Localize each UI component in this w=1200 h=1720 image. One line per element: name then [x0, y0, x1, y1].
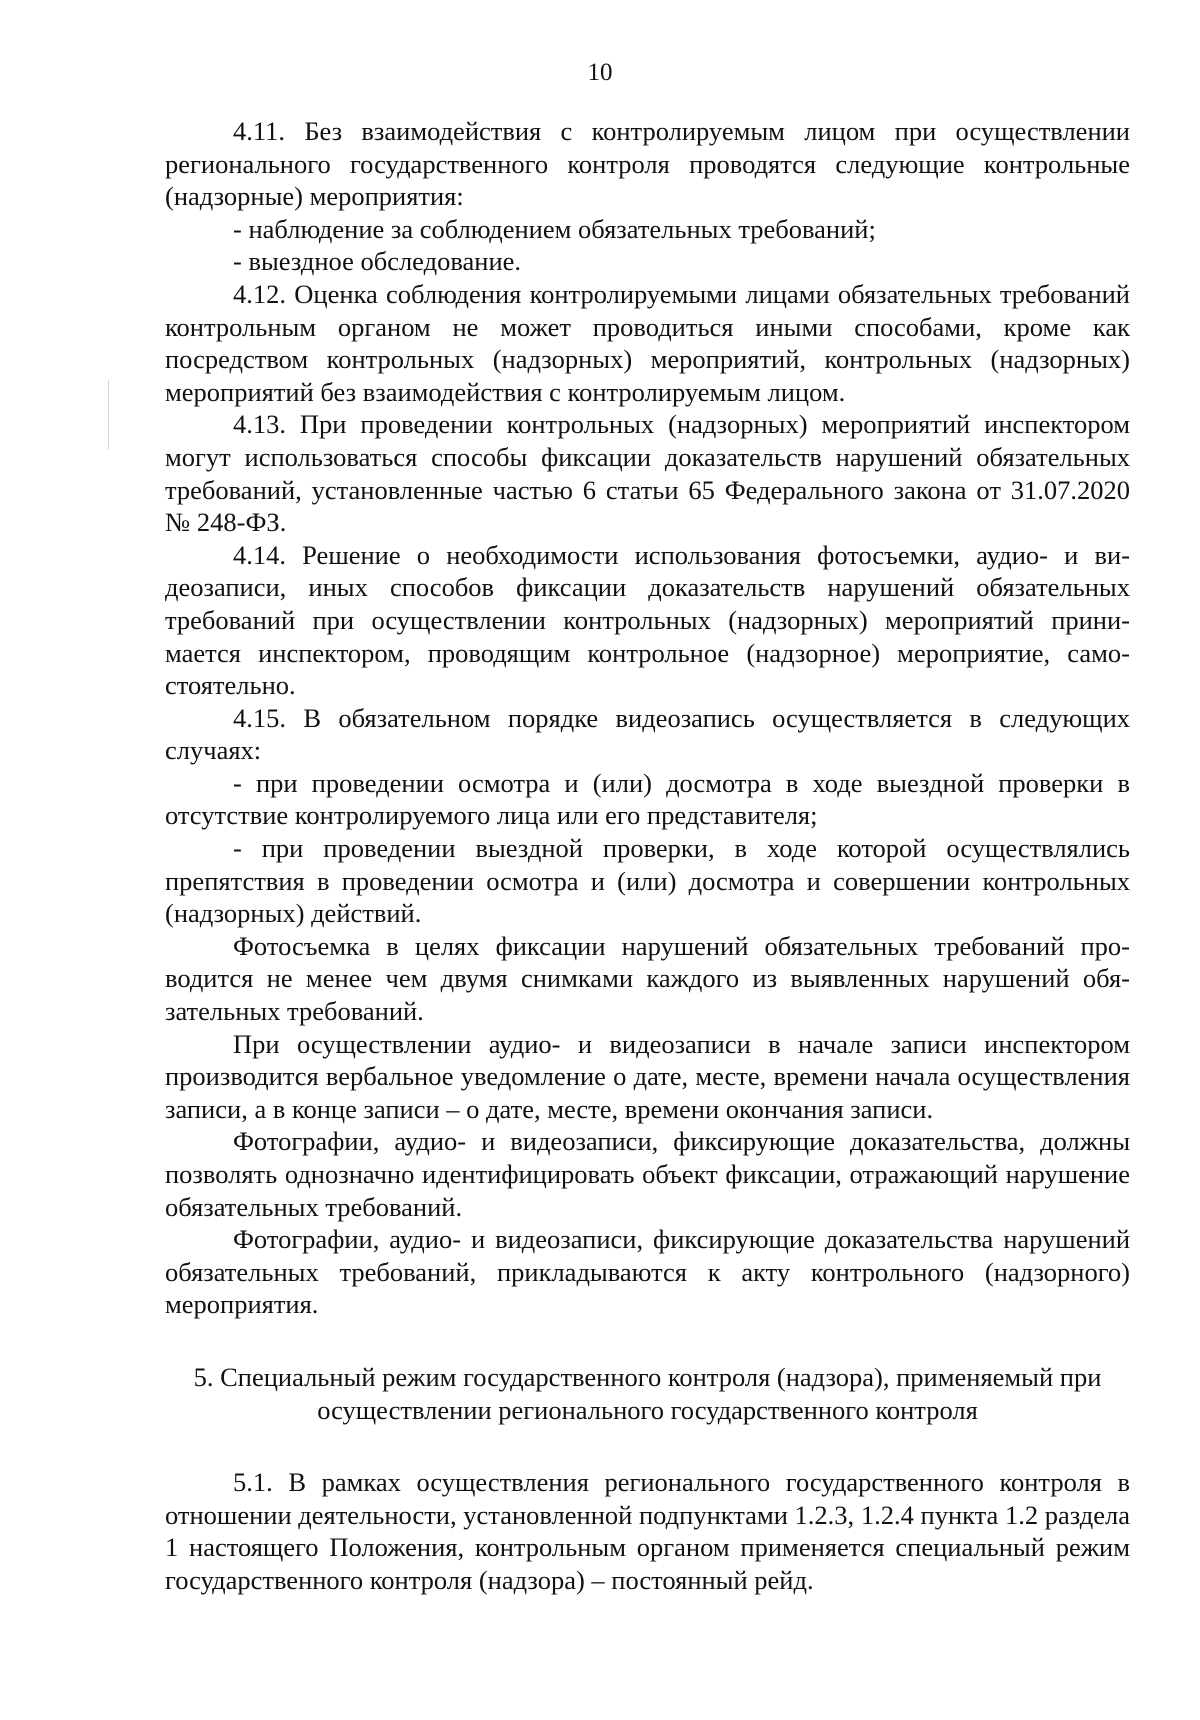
- paragraph-audio-video-notice: При осуществлении аудио- и видеозаписи в начале записи инспектором производится вербальное уведомление о дате, месте, времени начала осуществления записи, а в конце записи – о дате, месте, времени окончания записи.: [165, 1028, 1130, 1124]
- paragraph-4-14: 4.14. Решение о необходимости использования фотосъемки, аудио- и видеозаписи, иных способов фиксации доказательств нарушений обязательных требований при осуществлении контрольных (надзорных) мероприятий принимается инспектором, проводящим контрольное (надзорное) мероприятие, самостоятельно.: [165, 539, 1130, 701]
- paragraph-photo-shooting: Фотосъемка в целях фиксации нарушений обязательных требований проводится не менее чем двумя снимками каждого из выявленных нарушений обязательных требований.: [165, 930, 1130, 1027]
- paragraph-photo-identification: Фотографии, аудио- и видеозаписи, фиксирующие доказательства, должны позволять однозначно идентифицировать объект фиксации, отражающий нарушение обязательных требований.: [165, 1126, 1130, 1222]
- paragraph-4-12: 4.12. Оценка соблюдения контролируемыми лицами обязательных требований контрольным органом не может проводиться иными способами, кроме как посредством контрольных (надзорных) мероприятий, контрольных (надзорных) мероприятий без взаимодействия с контролируемым лицом.: [165, 278, 1130, 407]
- scan-margin-mark: [108, 380, 109, 450]
- list-item-inspection-absence: - при проведении осмотра и (или) досмотра в ходе выездной проверки в отсутствие контролируемого лица или его представителя;: [165, 767, 1130, 831]
- list-item-obstruction: - при проведении выездной проверки, в ходе которой осуществлялись препятствия в проведении осмотра и (или) досмотра и совершении контрольных (надзорных) действий.: [165, 833, 1130, 929]
- paragraph-4-15: 4.15. В обязательном порядке видеозапись осуществляется в следующих случаях:: [165, 702, 1130, 766]
- document-body: [165, 115, 1130, 1597]
- paragraph-4-11: 4.11. Без взаимодействия с контролируемым лицом при осуществлении регионального государственного контроля проводятся следующие контрольные (надзорные) мероприятия:: [165, 116, 1130, 212]
- paragraph-photo-attachment: Фотографии, аудио- и видеозаписи, фиксирующие доказательства нарушений обязательных требований, прикладываются к акту контрольного (надзорного) мероприятия.: [165, 1224, 1130, 1320]
- list-item-observation: - наблюдение за соблюдением обязательных требований;: [233, 213, 876, 244]
- section-5-heading: 5. Специальный режим государственного контроля (надзора), применяемый при осуществлении регионального государственного контроля: [193, 1361, 1102, 1425]
- paragraph-5-1: 5.1. В рамках осуществления регионального государственного контроля в отношении деятельности, установленной подпунктами 1.2.3, 1.2.4 пункта 1.2 раздела 1 настоящего Положения, контрольным органом применяется специальный режим государственного контроля (надзора) – постоянный рейд.: [165, 1467, 1130, 1595]
- page-number: 10: [587, 59, 613, 86]
- paragraph-4-13: 4.13. При проведении контрольных (надзорных) мероприятий инспектором могут использоваться способы фиксации доказательств нарушений обязательных требований, установленные частью 6 статьи 65 Федерального закона от 31.07.2020 № 248-ФЗ.: [165, 409, 1130, 538]
- list-item-field-inspection: - выездное обследование.: [233, 246, 522, 277]
